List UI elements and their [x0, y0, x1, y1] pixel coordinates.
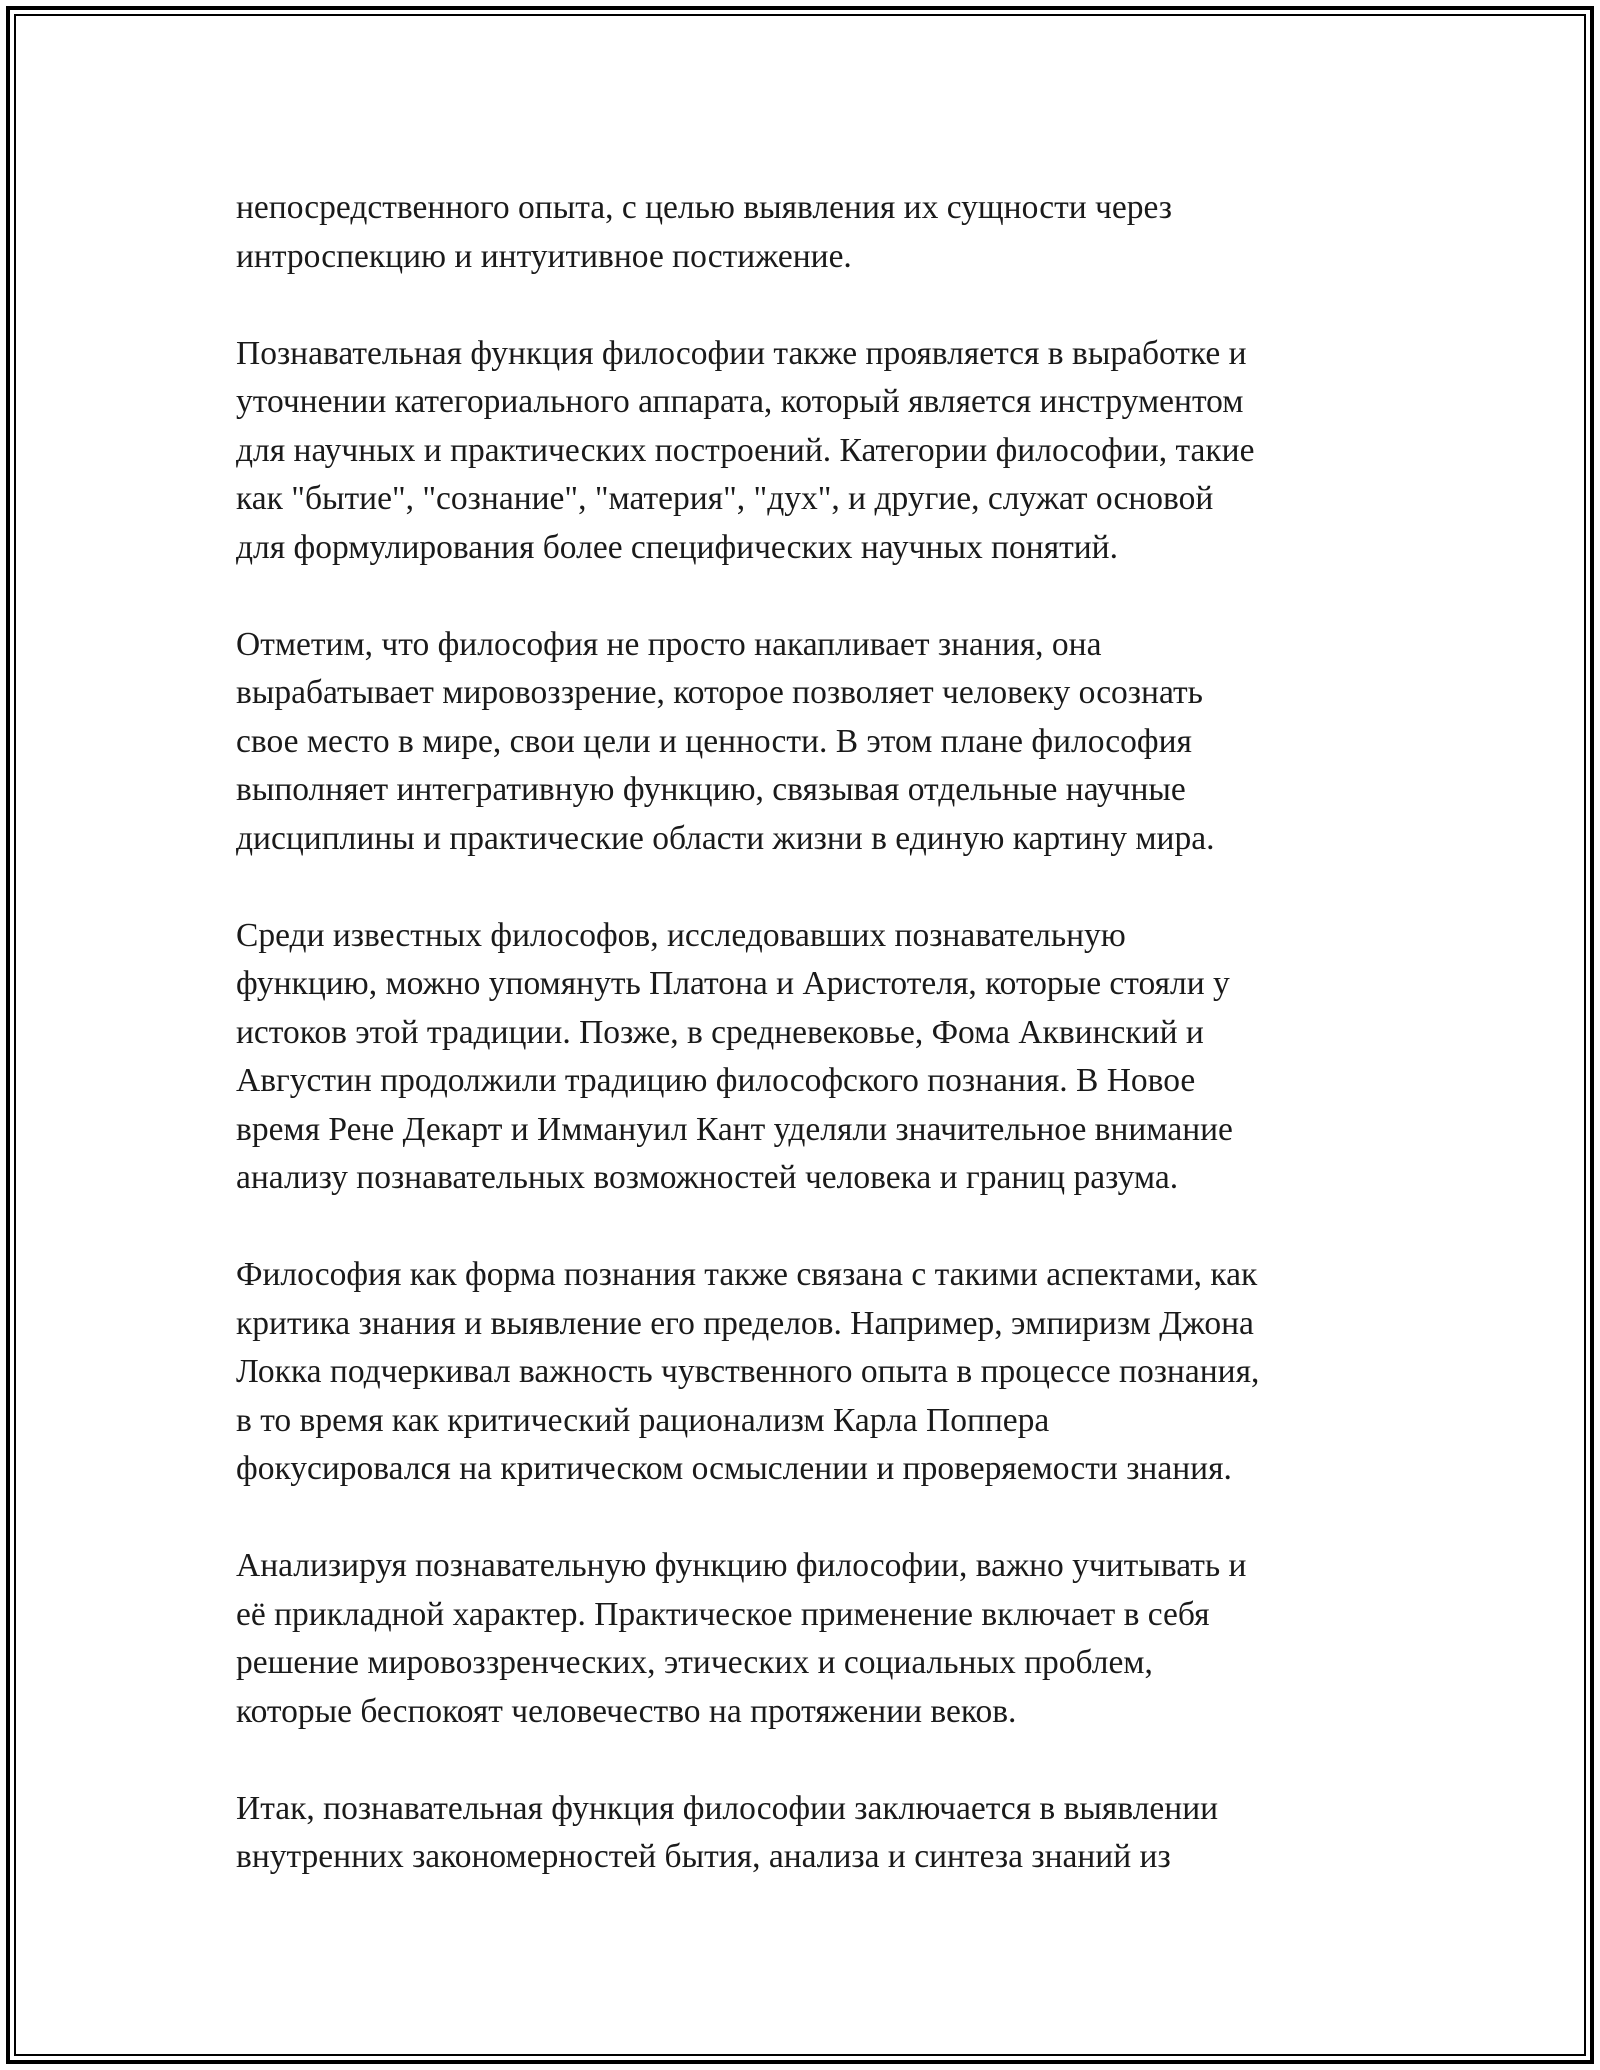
text-line: выполняет интегративную функцию, связывая отдельные научные [236, 771, 1186, 808]
text-line: фокусировался на критическом осмыслении и проверяемости знания. [236, 1450, 1232, 1487]
text-line: Анализируя познавательную функцию философии, важно учитывать и [236, 1547, 1247, 1584]
text-line: Отметим, что философия не просто накапливает знания, она [236, 625, 1102, 663]
paragraph [236, 1542, 1386, 1736]
text-line: свое место в мире, свои цели и ценности. В этом плане философия [236, 722, 1192, 760]
paragraph [236, 1785, 1386, 1882]
text-line: функцию, можно упомянуть Платона и Аристотеля, которые стояли у [236, 965, 1230, 1002]
text-line: непосредственного опыта, с целью выявления их сущности через [236, 189, 1172, 226]
paragraph [236, 912, 1386, 1203]
paragraph [236, 184, 1386, 281]
text-line: Познавательная функция философии также проявляется в выработке и [236, 334, 1247, 372]
text-line: анализу познавательных возможностей человека и границ разума. [236, 1159, 1179, 1196]
text-line: её прикладной характер. Практическое применение включает в себя [236, 1595, 1210, 1633]
text-line: Философия как форма познания также связана с такими аспектами, как [236, 1256, 1258, 1293]
paragraph [236, 1251, 1386, 1494]
text-line: как "бытие", "сознание", "материя", "дух", и другие, служат основой [236, 480, 1214, 517]
text-line: в то время как критический рационализм Карла Поппера [236, 1401, 1050, 1439]
text-line: Локка подчеркивал важность чувственного опыта в процессе познания, [236, 1353, 1260, 1390]
paragraph [236, 621, 1386, 864]
text-line: время Рене Декарт и Иммануил Кант уделяли значительное внимание [236, 1110, 1233, 1148]
text-line: вырабатывает мировоззрение, которое позволяет человеку осознать [236, 674, 1203, 711]
text-line: критика знания и выявление его пределов. Например, эмпиризм Джона [236, 1304, 1254, 1342]
text-line: внутренних закономерностей бытия, анализа и синтеза знаний из [236, 1838, 1171, 1875]
text-line: для научных и практических построений. Категории философии, такие [236, 431, 1255, 469]
text-line: дисциплины и практические области жизни в единую картину мира. [236, 819, 1215, 857]
document-body [236, 184, 1386, 1930]
text-line: для формулирования более специфических научных понятий. [236, 528, 1118, 566]
text-line: интроспекцию и интуитивное постижение. [236, 237, 852, 275]
text-line: которые беспокоят человечество на протяжении веков. [236, 1692, 1017, 1730]
paragraph [236, 330, 1386, 573]
text-line: уточнении категориального аппарата, который является инструментом [236, 383, 1244, 420]
text-line: Августин продолжили традицию философского познания. В Новое [236, 1062, 1196, 1099]
text-line: Итак, познавательная функция философии заключается в выявлении [236, 1789, 1219, 1827]
text-line: решение мировоззренческих, этических и социальных проблем, [236, 1644, 1153, 1681]
text-line: Среди известных философов, исследовавших познавательную [236, 916, 1126, 954]
text-line: истоков этой традиции. Позже, в средневековье, Фома Аквинский и [236, 1013, 1204, 1051]
